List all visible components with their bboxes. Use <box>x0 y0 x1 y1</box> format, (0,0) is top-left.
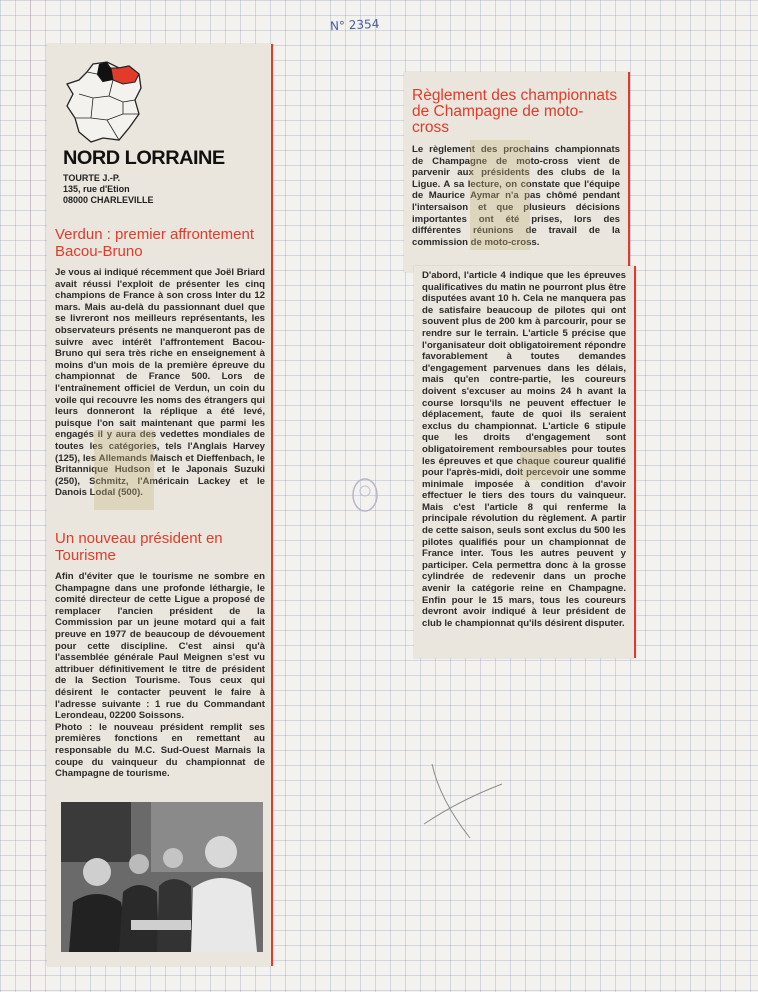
section-title: NORD LORRAINE <box>63 148 225 169</box>
article-headline: Un nouveau président en Tourisme <box>55 530 223 564</box>
article-headline: Règlement des championnats de Champagne de moto-cross <box>412 87 618 136</box>
reference-number: N° 2354 <box>329 16 380 34</box>
tape-mark <box>520 450 560 480</box>
faded-stamp-icon <box>350 475 380 515</box>
address-line: 08000 CHARLEVILLE <box>63 195 154 205</box>
article-body: Je vous ai indiqué récemment que Joël Briard avait réussi l'exploit de présenter les cinq champions de France à son cross Inter du 12 mars. Mais au-delà du passionnant duel que se livreront nos meilleurs représentants, les observateurs présents ne manqueront pas de suivre avec intérêt l'affrontement Bacou-Bruno qui sera très riche en enseignement à moins d'un mois de la première épreuve du championnat de France 500. Lors de l'entraînement officiel de Verdun, un coin du voile qui recouvre les noms des étrangers qui leurs donneront la réplique a été levé, puisque l'on sait maintenant que parmi les engagés il y aura des vedettes mondiales de toutes les catégories, tels l'Anglais Harvey (125), les Allemands Maisch et Dieffenbach, le Britannique Hudson et le Japonais Suzuki (250), Schmitz, l'Américain Lackey et le Danois Lodal (500). <box>55 267 265 499</box>
article-body: Afin d'éviter que le tourisme ne sombre en Champagne dans une profonde léthargie, le comité directeur de cette Ligue a proposé de remplacer l'ancien président de la Commission par un jeune motard qui a fait preuve en 1977 de beaucoup de dévouement pour cette discipline. C'est ainsi qu'à l'assemblée générale Paul Meignen s'est vu attribuer définitivement le titre de président de la Section Tourisme. Tous ceux qui désirent le contacter peuvent le faire à l'adresse suivante : 1 rue du Commandant Lerondeau, 02200 Soissons. <box>55 571 265 722</box>
address-line: TOURTE J.-P. <box>63 173 121 183</box>
notebook-margin-line <box>30 0 31 992</box>
clipping-left <box>47 44 273 966</box>
address-block <box>63 173 154 206</box>
address-line: 135, rue d'Etion <box>63 184 130 194</box>
pencil-cross-mark-icon <box>420 760 510 840</box>
article-headline: Verdun : premier affrontement Bacou-Bruno <box>55 226 254 260</box>
tape-mark <box>94 430 154 510</box>
article-intro: Le règlement des prochains championnats de Champagne de moto-cross vient de parvenir aux présidents des clubs de la Ligue. A sa lecture, on constate que l'équipe de Maurice Aymar n'a pas chômé pendant l'intersaison et que plusieurs décisions importantes ont été prises, lors des différentes réunions de travail de la commission de moto-cross. <box>412 144 620 248</box>
tape-mark <box>470 140 530 250</box>
france-map-icon <box>63 58 147 144</box>
article-verdun <box>47 226 273 499</box>
press-photo <box>61 802 263 952</box>
photo-caption: Photo : le nouveau président remplit ses premières fonctions en remettant au responsable du M.C. Sud-Ouest Marnais la coupe du vainqueur du championnat de Champagne de tourisme. <box>55 721 265 780</box>
people-photo-icon <box>61 802 263 952</box>
article-tourisme <box>47 530 273 780</box>
article-body: D'abord, l'article 4 indique que les épreuves qualificatives du matin ne pourront plus être disputées avant 10 h. Cela ne manquera pas de satisfaire beaucoup de pilotes qui ont souvent plus de 200 km à parcourir, pour se rendre sur le terrain. L'article 5 précise que l'organisateur doit obligatoirement répondre favorablement à toutes demandes d'engagement parvenues dans les délais, mais qu'en contre-partie, les coureurs doivent s'excuser au moins 24 h avant la course lorsqu'ils ne peuvent effectuer le déplacement, faute de quoi ils seraient exclus du championnat. L'article 6 stipule que les droits d'engagement sont obligatoirement remboursables pour toutes les épreuves et que chaque coureur qualifié pour l'après-midi, doit percevoir une somme minimale imposée à condition d'avoir effectuer le tiers des tours du vainqueur. Mais c'est l'article 8 qui renferme la principale révolution du règlement. A partir de cette saison, seuls sont exclus du 500 les pilotes qualifiés pour un championnat de France inter. Tous les autres peuvent y participer. Cela permettra donc à la grosse cylindrée de redevenir dans un proche avenir la catégorie reine en Champagne. Enfin pour le 15 mars, tous les coureurs devront avoir indiqué à leur président de club le championnat qu'ils désirent disputer. <box>422 270 626 629</box>
